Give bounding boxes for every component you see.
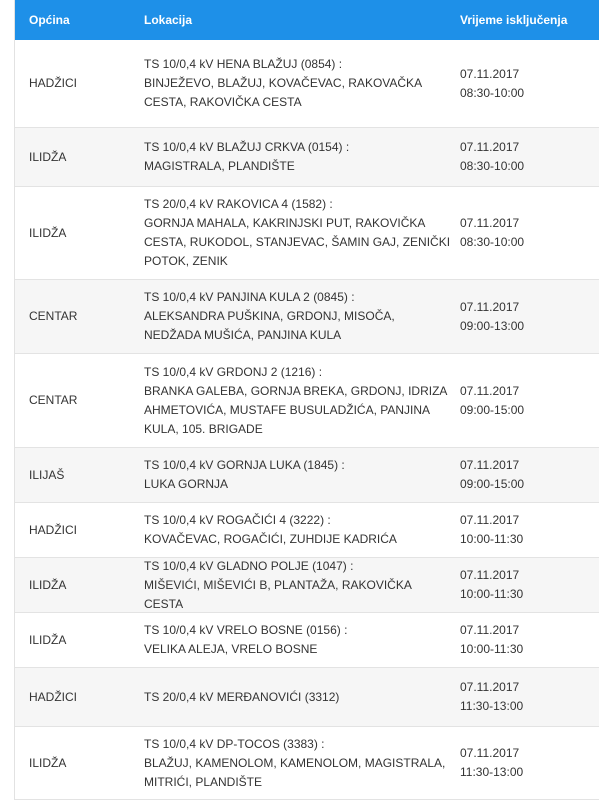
cell-vrijeme — [460, 511, 599, 549]
outage-date: 07.11.2017 — [460, 383, 520, 398]
station-title: TS 20/0,4 kV RAKOVICA 4 (1582) : — [144, 197, 333, 211]
outage-time: 10:00-11:30 — [460, 532, 524, 546]
outage-time: 10:00-11:30 — [460, 642, 524, 656]
outage-date: 07.11.2017 — [460, 216, 520, 230]
cell-lokacija — [144, 511, 460, 549]
station-streets: KOVAČEVAC, ROGAČIĆI, ZUHDIJE KADRIĆA — [144, 532, 397, 546]
station-streets: BINJEŽEVO, BLAŽUJ, KOVAČEVAC, RAKOVAČKA CESTA, RAKOVIČKA CESTA — [144, 76, 422, 109]
outage-date: 07.11.2017 — [460, 568, 520, 582]
outage-time: 09:00-13:00 — [460, 318, 525, 333]
outage-date: 07.11.2017 — [460, 458, 520, 472]
outage-date: 07.11.2017 — [460, 140, 520, 154]
station-streets: GORNJA MAHALA, KAKRINJSKI PUT, RAKOVIČKA CESTA, RUKODOL, STANJEVAC, ŠAMIN GAJ, ZENIČKI POTOK, ZENIK — [144, 216, 451, 268]
outage-time: 09:00-15:00 — [460, 402, 525, 417]
station-title: TS 10/0,4 kV ROGAČIĆI 4 (3222) : — [144, 513, 331, 527]
table-row — [15, 558, 599, 613]
station-title: TS 10/0,4 kV PANJINA KULA 2 (0845) : — [144, 290, 355, 304]
cell-vrijeme — [460, 744, 599, 782]
cell-opcina: HADŽICI — [29, 522, 77, 537]
station-streets: BRANKA GALEBA, GORNJA BREKA, GRDONJ, IDRIZA AHMETOVIĆA, MUSTAFE BUSULADŽIĆA, PANJINA KULA, 105. BRIGADE — [144, 383, 447, 436]
cell-vrijeme — [460, 678, 599, 716]
table-row — [15, 40, 599, 128]
cell-opcina: ILIDŽA — [29, 577, 67, 592]
outage-time: 08:30-10:00 — [460, 159, 525, 173]
outage-date: 07.11.2017 — [460, 746, 520, 760]
table-row — [15, 280, 599, 354]
station-title: TS 10/0,4 kV VRELO BOSNE (0156) : — [144, 623, 348, 637]
station-streets: ALEKSANDRA PUŠKINA, GRDONJ, MISOČA, NEDŽADA MUŠIĆA, PANJINA KULA — [144, 309, 395, 342]
cell-vrijeme — [460, 298, 599, 336]
cell-vrijeme — [460, 566, 599, 604]
cell-opcina: ILIDŽA — [29, 149, 67, 164]
station-title: TS 10/0,4 kV DP-TOCOS (3383) : — [144, 736, 325, 751]
outage-date: 07.11.2017 — [460, 623, 520, 637]
cell-opcina: HADŽICI — [29, 76, 77, 90]
station-title: TS 20/0,4 kV MERĐANOVIĆI (3312) — [144, 689, 340, 704]
cell-vrijeme — [460, 621, 599, 659]
table-row — [15, 613, 599, 668]
outage-date: 07.11.2017 — [460, 513, 520, 527]
cell-vrijeme — [460, 214, 599, 252]
outage-date: 07.11.2017 — [460, 680, 520, 694]
table-row — [15, 128, 599, 187]
outage-date: 07.11.2017 — [460, 66, 520, 81]
cell-lokacija — [144, 456, 460, 494]
cell-opcina: HADŽICI — [29, 689, 77, 704]
table-row — [15, 187, 599, 280]
cell-lokacija — [144, 688, 460, 707]
table-row — [15, 448, 599, 503]
cell-lokacija — [144, 557, 460, 614]
station-title: TS 10/0,4 kV GRDONJ 2 (1216) : — [144, 364, 323, 379]
outage-date: 07.11.2017 — [460, 299, 520, 314]
cell-vrijeme — [460, 138, 599, 176]
header-lokacija: Lokacija — [144, 13, 193, 27]
outage-time: 10:00-11:30 — [460, 587, 524, 601]
cell-lokacija — [144, 138, 460, 176]
outage-time: 11:30-13:00 — [460, 699, 524, 713]
cell-lokacija — [144, 195, 460, 271]
cell-vrijeme — [460, 382, 599, 420]
table-row — [15, 354, 599, 448]
outage-time: 08:30-10:00 — [460, 85, 525, 100]
outage-time: 08:30-10:00 — [460, 235, 525, 249]
cell-opcina: CENTAR — [29, 309, 78, 323]
table-header — [15, 0, 599, 40]
cell-lokacija — [144, 735, 460, 792]
station-streets: VELIKA ALEJA, VRELO BOSNE — [144, 642, 318, 656]
station-streets: MAGISTRALA, PLANDIŠTE — [144, 159, 295, 173]
cell-opcina: CENTAR — [29, 393, 78, 407]
station-title: TS 10/0,4 kV GLADNO POLJE (1047) : — [144, 558, 354, 573]
station-streets: BLAŽUJ, KAMENOLOM, KAMENOLOM, MAGISTRALA, MITRIĆI, PLANDIŠTE — [144, 755, 446, 789]
cell-lokacija — [144, 55, 460, 112]
outage-time: 11:30-13:00 — [460, 765, 524, 779]
station-streets: MIŠEVIĆI, MIŠEVIĆI B, PLANTAŽA, RAKOVIČKA CESTA — [144, 577, 412, 611]
header-opcina: Općina — [29, 13, 70, 27]
cell-vrijeme — [460, 456, 599, 494]
cell-vrijeme — [460, 65, 599, 103]
table-row — [15, 727, 599, 800]
table-row — [15, 503, 599, 558]
cell-opcina: ILIDŽA — [29, 225, 67, 240]
table-row — [15, 668, 599, 727]
outage-table — [14, 0, 599, 800]
cell-lokacija — [144, 288, 460, 345]
cell-lokacija — [144, 621, 460, 659]
outage-time: 09:00-15:00 — [460, 477, 525, 491]
station-streets: LUKA GORNJA — [144, 477, 229, 491]
cell-opcina: ILIDŽA — [29, 632, 67, 647]
cell-opcina: ILIJAŠ — [29, 467, 65, 482]
station-title: TS 10/0,4 kV HENA BLAŽUJ (0854) : — [144, 57, 343, 71]
cell-opcina: ILIDŽA — [29, 755, 67, 770]
station-title: TS 10/0,4 kV GORNJA LUKA (1845) : — [144, 458, 345, 472]
station-title: TS 10/0,4 kV BLAŽUJ CRKVA (0154) : — [144, 140, 350, 154]
cell-lokacija — [144, 363, 460, 439]
header-vrijeme: Vrijeme isključenja — [460, 13, 568, 27]
